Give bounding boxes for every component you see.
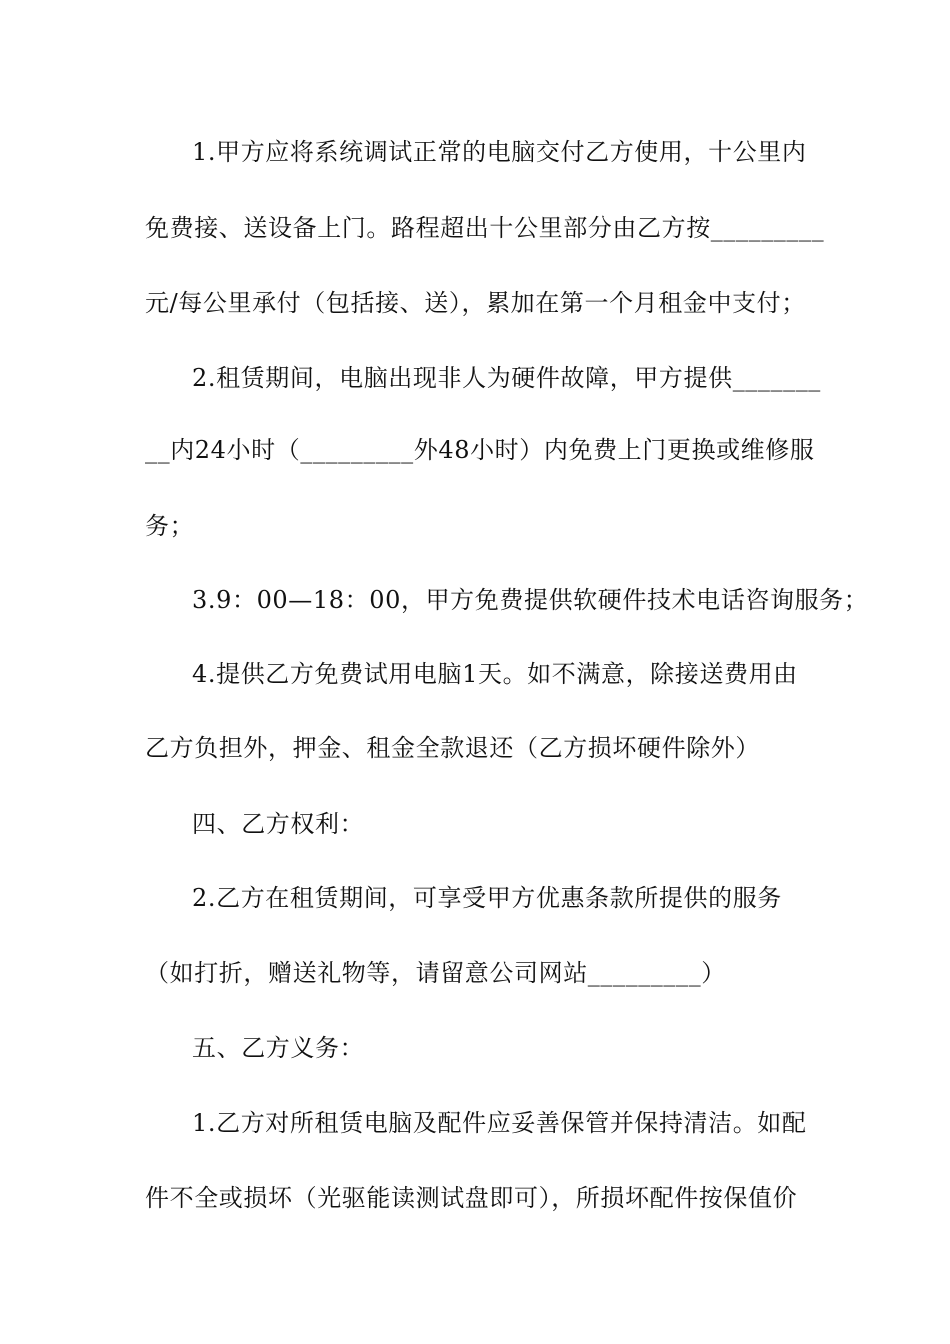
text-line-15: 件不全或损坏（光驱能读测试盘即可），所损坏配件按保值价	[145, 1184, 798, 1212]
text-line-9: 乙方负担外，押金、租金全款退还（乙方损坏硬件除外）	[145, 734, 760, 762]
text-line-1: 1.甲方应将系统调试正常的电脑交付乙方使用，十公里内	[192, 138, 807, 166]
text-line-7: 3.9：00—18：00，甲方免费提供软硬件技术电话咨询服务；	[192, 586, 869, 614]
text-line-14: 1.乙方对所租赁电脑及配件应妥善保管并保持清洁。如配	[192, 1109, 807, 1137]
section-heading-5: 五、乙方义务：	[192, 1034, 365, 1062]
text-line-11: 2.乙方在租赁期间，可享受甲方优惠条款所提供的服务	[192, 884, 782, 912]
section-heading-4: 四、乙方权利：	[192, 810, 365, 838]
text-line-6: 务；	[145, 512, 195, 540]
text-line-2: 免费接、送设备上门。路程超出十公里部分由乙方按_________	[145, 214, 825, 242]
text-line-12: （如打折，赠送礼物等，请留意公司网站_________）	[145, 959, 726, 987]
text-line-5: __内24小时（_________外48小时）内免费上门更换或维修服	[145, 436, 815, 464]
text-line-4: 2.租赁期间，电脑出现非人为硬件故障，甲方提供_______	[192, 364, 821, 392]
text-line-8: 4.提供乙方免费试用电脑1天。如不满意，除接送费用由	[192, 660, 798, 688]
text-line-3: 元/每公里承付（包括接、送），累加在第一个月租金中支付；	[145, 289, 806, 317]
